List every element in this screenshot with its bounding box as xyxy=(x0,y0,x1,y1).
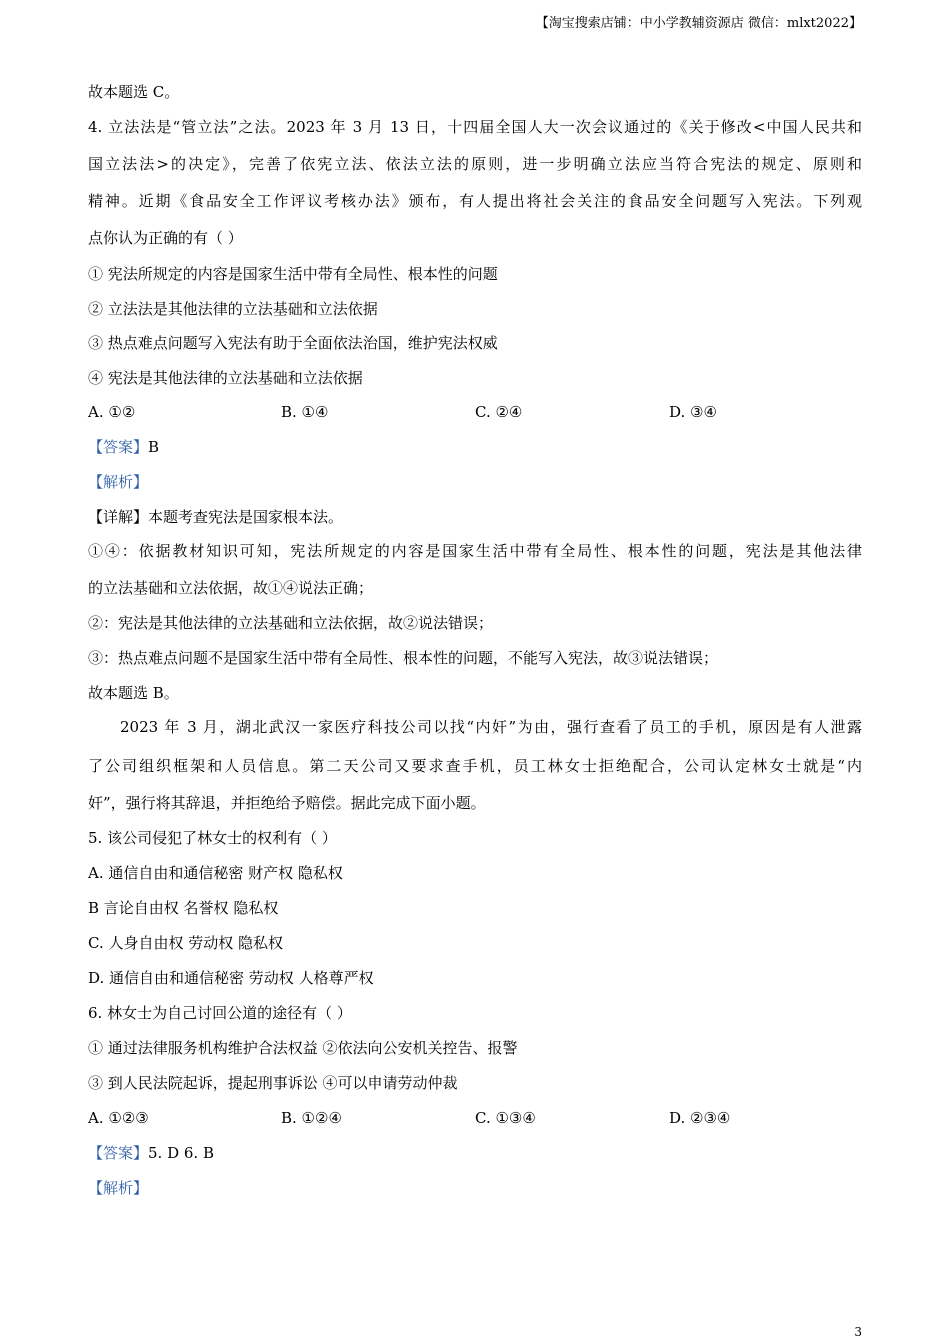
detail-line: 【详解】本题考查宪法是国家根本法。 xyxy=(88,508,344,526)
answer-label: 【答案】 xyxy=(88,1144,149,1162)
answer-value: 5. D 6. B xyxy=(148,1144,214,1162)
question-6-text: 6. 林女士为自己讨回公道的途径有（ ） xyxy=(88,1004,352,1022)
statement-4: ④ 宪法是其他法律的立法基础和立法依据 xyxy=(88,369,363,387)
page-number: 3 xyxy=(854,1325,862,1339)
option-d: D. 通信自由和通信秘密 劳动权 人格尊严权 xyxy=(88,969,374,987)
answer-5-6 xyxy=(88,1143,862,1163)
statement-3: ③ 热点难点问题写入宪法有助于全面依法治国，维护宪法权威 xyxy=(88,334,498,352)
detail-line: ②：宪法是其他法律的立法基础和立法依据，故②说法错误； xyxy=(88,614,494,632)
page-header: 【淘宝搜索店铺：中小学教辅资源店 微信：mlxt2022】 xyxy=(535,16,862,31)
option-c: C. ①③④ xyxy=(475,1109,536,1127)
option-c: C. ②④ xyxy=(475,403,523,421)
statement-1: ① 宪法所规定的内容是国家生活中带有全局性、根本性的问题 xyxy=(88,265,498,283)
option-d: D. ③④ xyxy=(669,403,717,421)
question-5-text: 5. 该公司侵犯了林女士的权利有（ ） xyxy=(88,829,337,847)
analysis-label: 【解析】 xyxy=(88,1179,149,1197)
material-text: 2023 年 3 月，湖北武汉一家医疗科技公司以找“内奸”为由，强行查看了员工的手机，原因是有人泄露 xyxy=(120,718,862,736)
question-6-statements: ① 通过法律服务机构维护合法权益 ②依法向公安机关控告、报警 xyxy=(88,1039,518,1057)
question-6-statements: ③ 到人民法院起诉，提起刑事诉讼 ④可以申请劳动仲裁 xyxy=(88,1074,458,1092)
answer-label: 【答案】 xyxy=(88,438,149,456)
option-d: D. ②③④ xyxy=(669,1109,731,1127)
analysis-label: 【解析】 xyxy=(88,473,149,491)
option-c: C. 人身自由权 劳动权 隐私权 xyxy=(88,934,284,952)
detail-line: 故本题选 B。 xyxy=(88,684,179,702)
material-text: 了公司组织框架和人员信息。第二天公司又要求查手机，员工林女士拒绝配合，公司认定林女士就是“内 xyxy=(88,757,862,775)
detail-line: 的立法基础和立法依据，故①④说法正确； xyxy=(88,579,374,597)
question-4-text: 4. 立法法是“管立法”之法。2023 年 3 月 13 日，十四届全国人大一次会议通过的《关于修改<中国人民共和 xyxy=(88,118,862,136)
paragraph-line: 故本题选 C。 xyxy=(88,83,180,101)
detail-line: ③：热点难点问题不是国家生活中带有全局性、根本性的问题，不能写入宪法，故③说法错误； xyxy=(88,649,719,667)
question-4-text: 精神。近期《食品安全工作评议考核办法》颁布，有人提出将社会关注的食品安全问题写入宪法。下列观 xyxy=(88,192,862,210)
option-a: A. ①② xyxy=(88,403,136,421)
material-text: 奸”，强行将其辞退，并拒绝给予赔偿。据此完成下面小题。 xyxy=(88,794,486,812)
question-4-text: 点你认为正确的有（ ） xyxy=(88,229,243,247)
answer-value: B xyxy=(148,438,160,456)
statement-2: ② 立法法是其他法律的立法基础和立法依据 xyxy=(88,300,378,318)
option-a: A. ①②③ xyxy=(88,1109,149,1127)
answer-4 xyxy=(88,437,862,457)
option-b: B. ①②④ xyxy=(281,1109,342,1127)
option-b: B 言论自由权 名誉权 隐私权 xyxy=(88,899,279,917)
question-4-text: 国立法法>的决定》，完善了依宪立法、依法立法的原则，进一步明确立法应当符合宪法的规定、原则和 xyxy=(88,155,862,173)
option-b: B. ①④ xyxy=(281,403,329,421)
option-a: A. 通信自由和通信秘密 财产权 隐私权 xyxy=(88,864,343,882)
detail-line: ①④：依据教材知识可知，宪法所规定的内容是国家生活中带有全局性、根本性的问题，宪法是其他法律 xyxy=(88,542,862,560)
